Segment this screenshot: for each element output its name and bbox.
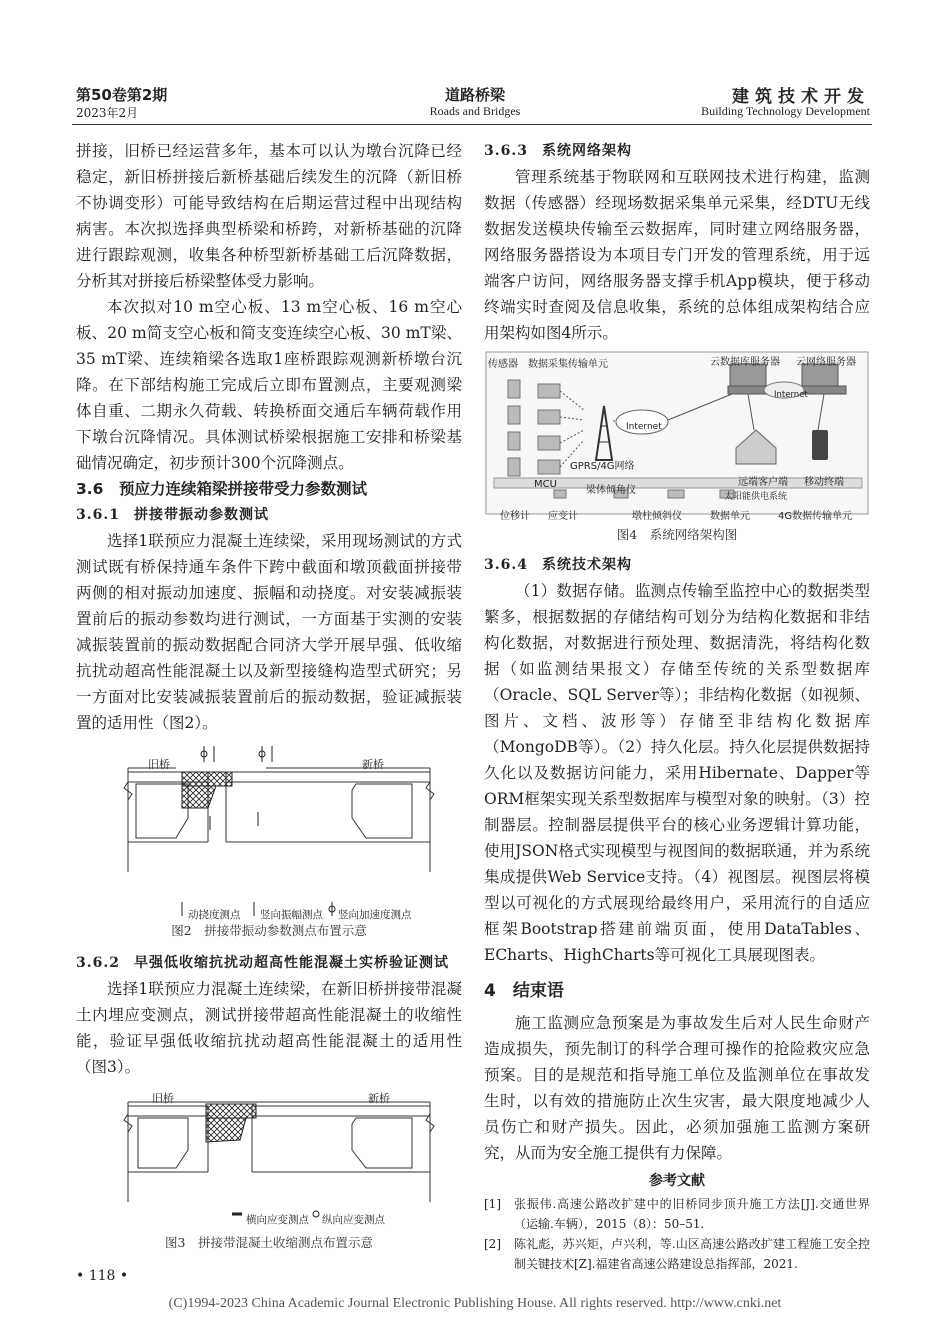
heading-number: 3.6.2 [76, 955, 120, 971]
fig4-cloud-web-label: 云网络服务器 [796, 357, 856, 368]
paragraph: 施工监测应急预案是为事故发生后对人民生命财产造成损失，预先制订的科学合理可操作的抢险救灾应急预案。目的是规范和指导施工单位及监测单位在事故发生时，以有效的措施防止次生灾害，最大限度地减少人员伤亡和财产损失。因此，必须加强施工监测方案研究，从而为安全施工提供有力保障。 [484, 1014, 870, 1162]
heading-number: 3.6.3 [484, 143, 528, 159]
section-heading-3-6: 3.6 预应力连续箱梁拼接带受力参数测试 [76, 480, 367, 498]
reference-item [484, 1194, 870, 1234]
fig4-cloud-db-label: 云数据库服务器 [710, 357, 780, 368]
paragraph: 本次拟对10 m空心板、13 m空心板、16 m空心板、20 m简支空心板和简支变连续空心板、30 mT梁、35 mT梁、连续箱梁各选取1座桥跟踪观测新桥墩台沉降。在下部结构施工完成后立即布置测点，主要观测梁体自重、二期永久荷载、转换桥面交通后车辆荷载作用下墩台沉降情况。具体测试桥梁根据施工安排和桥梁基础情况确定，初步预计300个沉降测点。 [76, 298, 462, 472]
fig4-internet-top-label: Internet [774, 390, 808, 400]
journal-issue: 第50卷第2期 [76, 86, 168, 104]
figure-4-caption: 图4 系统网络架构图 [616, 527, 738, 542]
fig2-legend-deflection: 动挠度测点 [188, 909, 241, 921]
fig4-pier-tilt-label: 墩柱倾斜仪 [632, 511, 682, 522]
page-number: • 118 • [76, 1268, 129, 1284]
figure-3-caption: 图3 拼接带混凝土收缩测点布置示意 [165, 1235, 373, 1250]
heading-title: 系统技术架构 [541, 557, 632, 573]
paragraph: 选择1联预应力混凝土连续梁，在新旧桥拼接带混凝土内埋应变测点，测试拼接带超高性能混凝土的收缩性能，验证早强低收缩抗扰动超高性能混凝土的适用性（图3）。 [76, 980, 462, 1076]
fig4-mcu-label: MCU [534, 479, 557, 490]
figure-2 [76, 742, 462, 924]
ref-number: [2] [484, 1237, 501, 1251]
section-heading-4: 4 结束语 [484, 981, 564, 1001]
paragraph: （1）数据存储。监测点传输至监控中心的数据类型繁多，根据数据的存储结构可划分为结构化数据和非结构化数据，对数据进行预处理、数据清洗，将结构化数据（如监测结果报文）存储至传统的关系型数据库（Oracle、SQL Server等）；非结构化数据（如视频、图片、文档、波形等）存储至非结构化数据库（MongoDB等）。（2）持久化层。持久化层提供数据持久化以及数据访问能力，采用Hibernate、Dapper等ORM框架实现关系型数据库与模型对象的映射。（3）控制器层。控制器层提供平台的核心业务逻辑计算功能，使用JSON格式实现模型与视图间的数据联通，并为系统集成提供Web Service支持。（4）视图层。视图层将模型以可视化的方式展现给最终用户，采用流行的自适应框架Bootstrap搭建前端页面，使用DataTables、ECharts、HighCharts等可视化工具展现图表。 [484, 582, 870, 964]
references-title: 参考文献 [649, 1173, 705, 1189]
ref-number: [1] [484, 1197, 501, 1211]
fig4-strain-label: 应变计 [548, 511, 578, 522]
fig3-new-bridge-label: 新桥 [368, 1092, 390, 1105]
fig3-legend-transverse: 横向应变测点 [246, 1214, 309, 1226]
copyright-footer: (C)1994-2023 China Academic Journal Electronic Publishing House. All rights reserved. http://www.cnki.net [168, 1296, 782, 1311]
fig4-data-unit-label: 数据单元 [710, 511, 750, 522]
fig4-solar-label: 太阳能供电系统 [724, 492, 788, 502]
ref-text: 张振伟.高速公路改扩建中的旧桥同步顶升施工方法[J].交通世界（运输.车辆），2015（8）：50–51. [514, 1197, 870, 1231]
section-heading-3-6-3 [484, 138, 870, 164]
paragraph: 选择1联预应力混凝土连续梁，采用现场测试的方式测试既有桥保持通车条件下跨中截面和墩顶截面拼接带两侧的相对振动加速度、振幅和动挠度。对安装减振装置前后的振动参数均进行测试，一方面基于实测的安装减振装置前的振动数据配合同济大学开展早强、低收缩抗扰动超高性能混凝土以及新型接缝构造型式研究；另一方面对比安装减振装置前后的振动数据，验证减振装置的适用性（图2）。 [76, 532, 462, 732]
fig4-sensor-label: 传感器 [488, 359, 518, 370]
journal-name-cn: 建筑技术开发 [732, 87, 870, 107]
figure-4 [484, 350, 870, 522]
figure-2-diagram [76, 742, 462, 924]
fig4-displacement-label: 位移计 [500, 511, 530, 522]
fig4-tilt-label: 梁体倾角仪 [586, 485, 636, 496]
fig4-mobile-label: 移动终端 [804, 477, 844, 488]
section-heading-3-6-2 [76, 950, 462, 976]
fig2-new-bridge-label: 新桥 [362, 758, 384, 771]
heading-number: 3.6.1 [76, 507, 120, 523]
section-heading-3-6-4 [484, 552, 870, 578]
heading-title: 早强低收缩抗扰动超高性能混凝土实桥验证测试 [133, 955, 449, 971]
fig4-collector-label: 数据采集传输单元 [528, 359, 608, 370]
fig2-legend-acceleration: 竖向加速度测点 [338, 909, 412, 921]
section-title-en: Roads and Bridges [429, 104, 521, 118]
fig3-old-bridge-label: 旧桥 [152, 1092, 174, 1105]
fig4-dtu-label: 4G数据传输单元 [778, 511, 853, 522]
journal-date: 2023年2月 [76, 106, 139, 120]
section-heading-3-6-1 [76, 502, 462, 528]
heading-title: 拼接带振动参数测试 [133, 507, 269, 523]
heading-title: 系统网络架构 [541, 143, 632, 159]
right-column [484, 138, 870, 1274]
figure-2-caption: 图2 拼接带振动参数测点布置示意 [171, 923, 367, 938]
fig4-gprs-label: GPRS/4G网络 [570, 461, 635, 472]
journal-name-en: Building Technology Development [701, 104, 870, 118]
fig3-legend-longitudinal: 纵向应变测点 [322, 1214, 385, 1226]
figure-3 [76, 1084, 462, 1234]
left-column [76, 138, 462, 1256]
ref-text: 陈礼彪，苏兴矩，卢兴利，等.山区高速公路改扩建工程施工安全控制关键技术[Z].福建省高速公路建设总指挥部，2021. [514, 1237, 870, 1271]
paragraph: 管理系统基于物联网和互联网技术进行构建，监测数据（传感器）经现场数据采集单元采集，经DTU无线数据发送模块传输至云数据库，同时建立网络服务器，网络服务器搭设为本项目专门开发的管理系统，用于远端客户访问，网络服务器支撑手机App模块，便于移动终端实时查阅及信息收集，系统的总体组成架构结合应用架构如图4所示。 [484, 168, 870, 342]
fig2-old-bridge-label: 旧桥 [148, 758, 170, 771]
section-title-cn: 道路桥梁 [444, 86, 505, 104]
paragraph: 拼接，旧桥已经运营多年，基本可以认为墩台沉降已经稳定，新旧桥拼接后新桥基础后续发生的沉降（新旧桥不协调变形）可能导致结构在后期运营过程中出现结构病害。本次拟选择典型桥梁和桥跨，对新桥基础的沉降进行跟踪观测，收集各种桥型新桥基础工后沉降数据，分析其对拼接后桥梁整体受力影响。 [76, 142, 462, 290]
header-rule [72, 124, 872, 125]
reference-item [484, 1234, 870, 1274]
fig4-internet-mid-label: Internet [626, 422, 662, 432]
fig4-remote-label: 远端客户端 [738, 477, 788, 488]
fig2-legend-amplitude: 竖向振幅测点 [260, 909, 323, 921]
heading-number: 3.6.4 [484, 557, 528, 573]
